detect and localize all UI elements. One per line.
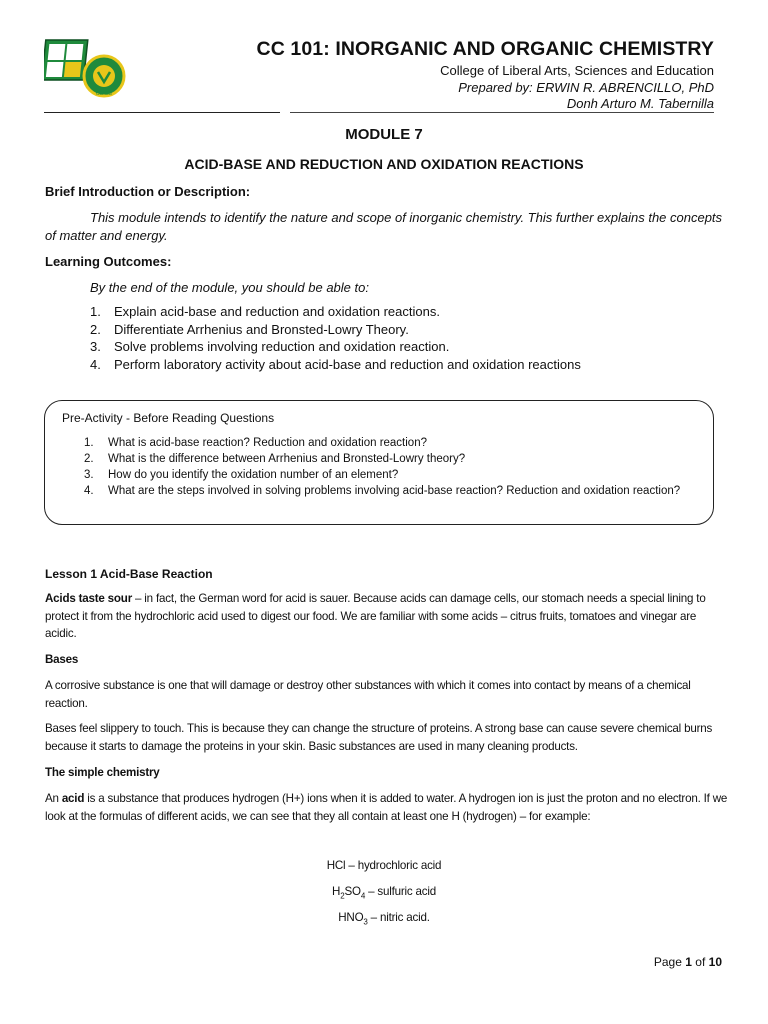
acids-paragraph [45, 590, 730, 643]
college-logo [44, 38, 134, 98]
list-item: 1. Explain acid-base and reduction and oxidation reactions. [90, 304, 440, 319]
list-item: 4. What are the steps involved in solving problems involving acid-base reaction? Reduction and oxidation reaction? [84, 485, 681, 497]
intro-heading: Brief Introduction or Description: [45, 184, 251, 199]
intro-text: This module intends to identify the nature and scope of inorganic chemistry. This further explains the concepts of matter and energy. [45, 210, 723, 243]
simple-chemistry-heading: The simple chemistry [45, 766, 160, 779]
preactivity-title: Pre-Activity - Before Reading Questions [62, 411, 275, 425]
module-title: ACID-BASE AND REDUCTION AND OXIDATION REACTIONS [184, 156, 584, 172]
module-number: MODULE 7 [345, 126, 423, 143]
list-item: 4. Perform laboratory activity about acid-base and reduction and oxidation reactions [90, 356, 581, 372]
formula-hno3: $HNO_3$ – nitric acid. [338, 911, 430, 927]
list-item: 2. What is the difference between Arrhenius and Bronsted-Lowry theory? [84, 453, 466, 465]
outcomes-list [90, 304, 581, 374]
bases-heading: Bases [45, 653, 79, 666]
list-item: 3. Solve problems involving reduction and oxidation reaction. [90, 339, 450, 354]
acid-definition: An acid is a substance that produces hydrogen (H+) ions when it is added to water. A hydrogen ion is just the proton and no electron. If we look at the formulas of different acids, we can see that they all contain at least one H (hydrogen) – for example: [45, 792, 728, 823]
bases-paragraph-1: A corrosive substance is one that will damage or destroy other substances with which it comes into contact by means of a chemical reaction. [45, 679, 691, 710]
co-author: Donh Arturo M. Tabernilla [566, 96, 714, 111]
course-title: CC 101: INORGANIC AND ORGANIC CHEMISTRY [256, 38, 714, 60]
college-name: College of Liberal Arts, Sciences and Education [440, 63, 714, 78]
bases-paragraph-2: Bases feel slippery to touch. This is because they can change the structure of proteins. A strong base can cause severe chemical burns because it starts to damage the proteins in your skin. Basic substances are used in many cleaning products. [45, 722, 713, 753]
preactivity-list [84, 435, 704, 499]
list-item: 2. Differentiate Arrhenius and Bronsted-Lowry Theory. [90, 321, 409, 337]
outcomes-heading: Learning Outcomes: [45, 254, 172, 269]
acids-text: – in fact, the German word for acid is sauer. Because acids can damage cells, our stomach needs a special lining to protect it from the hydrochloric acid used to digest our food. We are familiar with some acids – citrus fruits, tomatoes and vinegar are acidic. [45, 592, 706, 640]
list-item: 3. How do you identify the oxidation number of an element? [84, 469, 399, 481]
header-divider-right [290, 112, 714, 113]
acids-lead: Acids taste sour [45, 592, 133, 605]
list-item: 1. What is acid-base reaction? Reduction and oxidation reaction? [84, 437, 427, 449]
formula-h2so4: $H_2SO_4$ – sulfuric acid [332, 885, 436, 901]
acid-term: acid [61, 792, 85, 805]
formula-hcl: HCl – hydrochloric acid [326, 859, 442, 872]
header-divider-left [44, 112, 280, 113]
prepared-by: Prepared by: ERWIN R. ABRENCILLO, PhD [458, 80, 714, 95]
logo-lettering: CLASE [95, 91, 113, 97]
lesson-heading: Lesson 1 Acid-Base Reaction [45, 567, 213, 581]
outcomes-lead: By the end of the module, you should be able to: [90, 280, 369, 295]
page-number: Page 1 of 10 [653, 955, 722, 969]
